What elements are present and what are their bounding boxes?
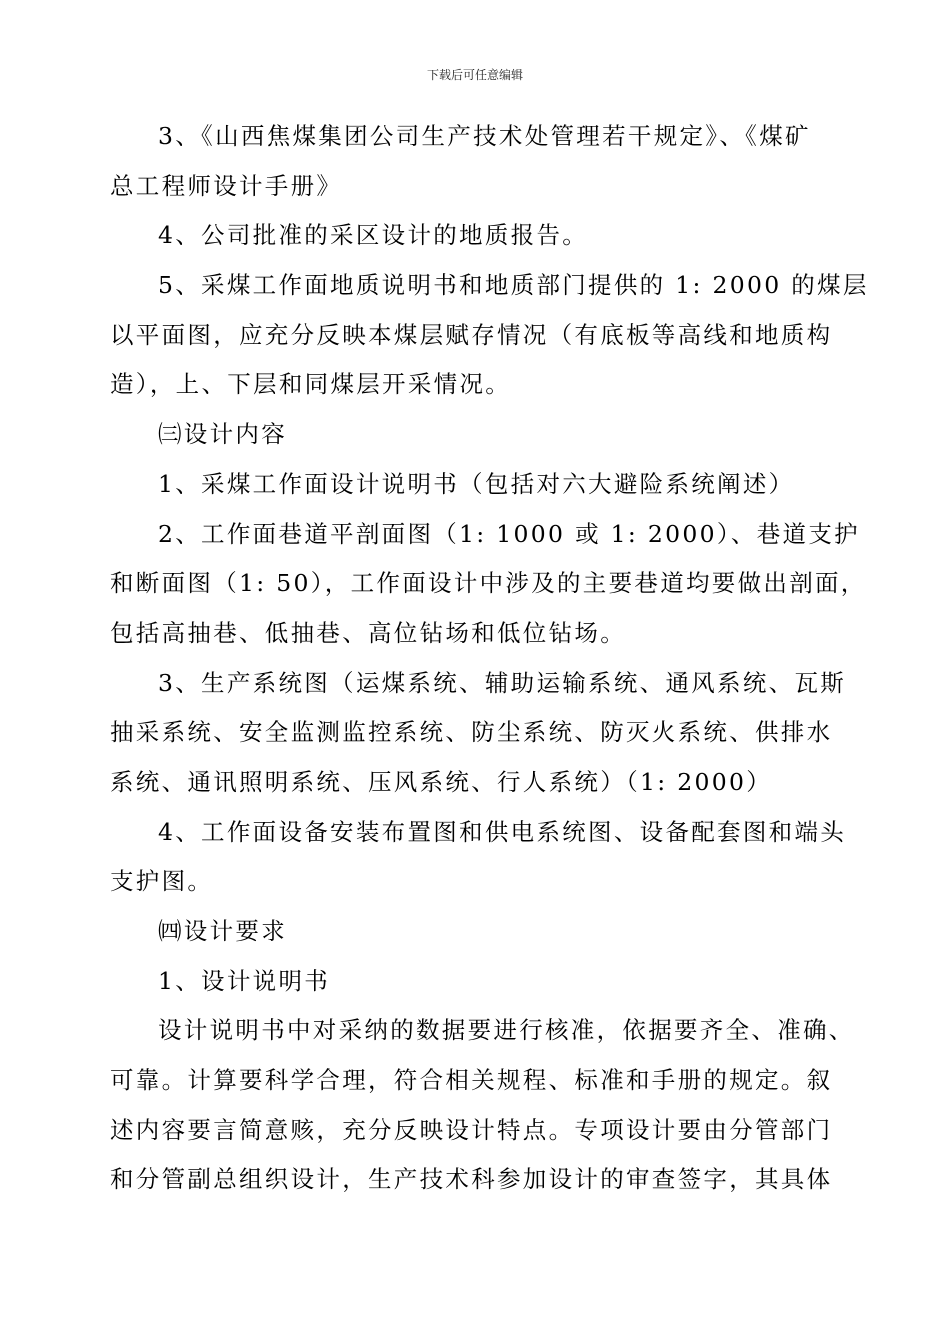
text-line: 可靠。计算要科学合理，符合相关规程、标准和手册的规定。叙 [110, 1066, 833, 1095]
text-line: 4、工作面设备安装布置图和供电系统图、设备配套图和端头 [158, 817, 847, 846]
text-line: 系统、通讯照明系统、压风系统、行人系统）（1: 2000） [110, 767, 773, 796]
text-line: 1、采煤工作面设计说明书（包括对六大避险系统阐述） [158, 469, 795, 498]
text-line: 1、设计说明书 [158, 966, 331, 995]
text-line: 设计说明书中对采纳的数据要进行核准，依据要齐全、准确、 [158, 1016, 855, 1045]
section-heading: ㈢设计内容 [158, 420, 287, 449]
text-line: 抽采系统、安全监测监控系统、防尘系统、防灭火系统、供排水 [110, 718, 833, 747]
text-line: 述内容要言简意赅，充分反映设计特点。专项设计要由分管部门 [110, 1115, 833, 1144]
section-heading: ㈣设计要求 [158, 917, 287, 945]
text-line: 5、采煤工作面地质说明书和地质部门提供的 1: 2000 的煤层 [158, 271, 869, 300]
text-line: 包括高抽巷、低抽巷、高位钻场和低位钻场。 [110, 618, 626, 647]
text-line: 4、公司批准的采区设计的地质报告。 [158, 221, 589, 250]
text-line: 3、生产系统图（运煤系统、辅助运输系统、通风系统、瓦斯 [158, 668, 847, 697]
text-line: 和断面图（1: 50），工作面设计中涉及的主要巷道均要做出剖面， [110, 569, 867, 598]
text-line: 造），上、下层和同煤层开采情况。 [110, 370, 512, 399]
document-body [110, 112, 869, 1205]
text-line: 以平面图，应充分反映本煤层赋存情况（有底板等高线和地质构 [110, 320, 833, 349]
text-line: 和分管副总组织设计，生产技术科参加设计的审查签字，其具体 [110, 1165, 833, 1194]
text-line: 3、《山西焦煤集团公司生产技术处管理若干规定》、《煤矿 [158, 122, 811, 150]
header-note: 下载后可任意编辑 [426, 68, 523, 82]
text-line: 支护图。 [110, 867, 214, 896]
text-line: 2、工作面巷道平剖面图（1: 1000 或 1: 2000）、巷道支护 [158, 519, 860, 548]
text-line: 总工程师设计手册》 [110, 171, 343, 200]
